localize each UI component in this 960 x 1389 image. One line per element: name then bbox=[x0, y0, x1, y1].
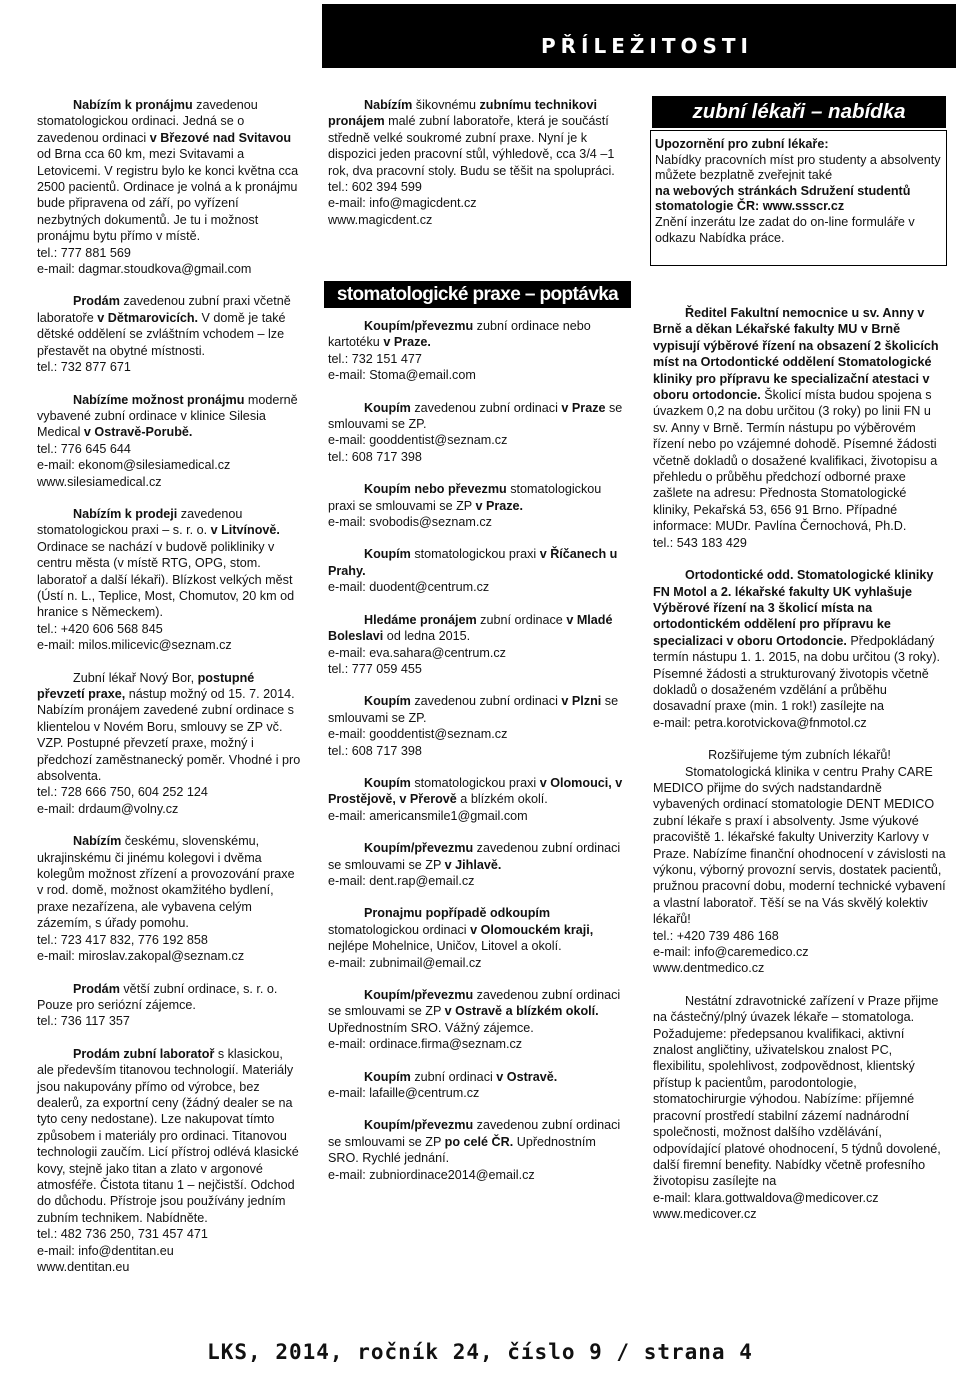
ad-contact: e-mail: Stoma@email.com bbox=[328, 368, 476, 383]
ad-text bbox=[328, 546, 630, 579]
ad-contact: e-mail: info@caremedico.cz bbox=[653, 945, 809, 960]
ad-body-2: nejlépe Mohelnice, Uničov, Litovel a okolí. bbox=[328, 939, 562, 954]
header-nabidka: zubní lékaři – nabídka bbox=[652, 96, 946, 128]
column-nabidka bbox=[653, 305, 946, 1239]
section-banner bbox=[322, 4, 956, 68]
ad-contact: tel.: 732 877 671 bbox=[37, 360, 131, 375]
ad-location: postupné převzetí praxe, bbox=[37, 670, 255, 701]
header-poptavka: stomatologické praxe – poptávka bbox=[324, 281, 631, 308]
ad-item bbox=[328, 987, 630, 1053]
ad-text bbox=[37, 833, 301, 931]
ad-contact: tel.: 602 394 599 bbox=[328, 180, 422, 195]
ad-item bbox=[328, 97, 630, 228]
ad-bold: Prodám bbox=[73, 981, 120, 996]
ad-item bbox=[37, 506, 301, 654]
ad-text bbox=[37, 670, 301, 785]
ad-location: zubnímu technikovi pronájem bbox=[328, 98, 598, 129]
ad-body: Předpokládaný termín nástupu 1. 1. 2015, na dobu určitou (3 roky). Písemné žádosti a strukturovaný životopis včetně dokladů o dosaženém vzdělání a průběhu dosavadní praxe (min. 1 rok!) zasílejte na bbox=[653, 633, 941, 714]
ad-body: stomatologickou ordinaci bbox=[328, 922, 471, 937]
ad-bold: Ortodontické odd. Stomatologické kliniky FN Motol a 2. lékařské fakulty UK vyhlašuje Výběrové řízení na 3 školicí místa na ortodontickém oddělení pro přípravu ke specializaci v oboru Ortodoncie. bbox=[653, 568, 934, 648]
ad-body-2: Ordinace se nachází v budově polikliniky v centru města (v místě RTG, OPG, stom. laboratoř a další lékaři). Blízkost velkých měst (Ústí n. L., Teplice, Most, Chomutov, 20 km od hranice s Německem). bbox=[37, 539, 295, 620]
ad-location: v Praze bbox=[561, 400, 606, 415]
ad-text bbox=[37, 293, 301, 359]
ad-text bbox=[328, 481, 630, 514]
ad-bold: Pronajmu popřípadě odkoupím bbox=[364, 906, 551, 921]
ad-body: zubní ordinaci bbox=[410, 1069, 497, 1084]
ad-contact: tel.: +420 739 486 168 bbox=[653, 928, 779, 943]
ad-body-2: Upřednostním SRO. Vážný zájemce. bbox=[328, 1020, 534, 1035]
ad-item bbox=[37, 670, 301, 818]
ad-bold: Nabízíme možnost pronájmu bbox=[73, 392, 245, 407]
ad-body: českému, slovenskému, ukrajinskému či jinému kolegovi i dvěma kolegům možnost zřízení a provozování praxe v rod. domě, možnost okamžitého bydlení, praxe nezařízena, ale vybavena celým zázemím, s úřady pomohu. bbox=[37, 834, 295, 931]
ad-contact: tel.: 723 417 832, 776 192 858 bbox=[37, 932, 208, 947]
ad-location: v Březové nad Svitavou bbox=[149, 130, 292, 145]
ad-contact: tel.: +420 606 568 845 bbox=[37, 621, 163, 636]
ad-bold: Koupím/převezmu bbox=[364, 1118, 474, 1133]
ad-body: zubní ordinace nebo kartotéku bbox=[328, 319, 591, 350]
ad-heading: Rozšiřujeme tým zubních lékařů! bbox=[708, 748, 891, 763]
ad-body: zavedenou zubní ordinaci se smlouvami se ZP bbox=[328, 1118, 621, 1149]
ad-body-2: a blízkém okolí. bbox=[456, 792, 548, 807]
ad-bold: Nabízím k prodeji bbox=[73, 506, 178, 521]
column-offers-left bbox=[37, 97, 301, 1291]
ad-contact: e-mail: zubnimail@email.cz bbox=[328, 955, 482, 970]
ad-contact: e-mail: duodent@centrum.cz bbox=[328, 580, 490, 595]
ad-text bbox=[328, 97, 630, 179]
ad-item bbox=[328, 905, 630, 971]
ad-body: zavedenou zubní ordinaci bbox=[410, 694, 562, 709]
ad-contact: tel.: 777 881 569 bbox=[37, 245, 131, 260]
ad-bold: Koupím nebo převezmu bbox=[364, 482, 507, 497]
ad-contact: e-mail: dagmar.stoudkova@gmail.com bbox=[37, 262, 252, 277]
ad-location: v Ostravě. bbox=[496, 1069, 558, 1084]
ad-item bbox=[37, 97, 301, 277]
ad-bold: Koupím bbox=[364, 775, 411, 790]
ad-body: stomatologickou praxi bbox=[410, 775, 540, 790]
ad-body-2: od Brna cca 60 km, mezi Svitavami a Letovicemi. V registru bylo ke konci května cca 2500 pacientů. Ordinace je volná a k pronájmu bude připravena od září, po vyřízení nezbytných dokumentů. Je tu i možnost pronájmu bytu přímo v místě. bbox=[37, 147, 299, 244]
ad-item bbox=[328, 840, 630, 889]
ad-item bbox=[328, 775, 630, 824]
ad-contact: e-mail: petra.korotvickova@fnmotol.cz bbox=[653, 715, 867, 730]
ad-body: větší zubní ordinace, s. r. o. Pouze pro seriózní zájemce. bbox=[37, 981, 278, 1012]
ad-contact: e-mail: eva.sahara@centrum.cz bbox=[328, 645, 506, 660]
notice-bold: na webových stránkách Sdružení studentů stomatologie ČR: www.ssscr.cz bbox=[655, 183, 911, 214]
ad-text bbox=[653, 993, 946, 1190]
ad-item bbox=[328, 318, 630, 384]
column-poptavka bbox=[328, 318, 630, 1199]
ad-location: v Mladé Boleslavi bbox=[328, 612, 613, 644]
ad-contact: www.silesiamedical.cz bbox=[37, 474, 162, 489]
ad-item bbox=[37, 1046, 301, 1276]
ad-location: v Olomouci, v Prostějově, v Přerově bbox=[328, 775, 623, 807]
ad-location: v Praze. bbox=[475, 498, 524, 513]
ad-body-2: V domě je také dětské oddělení se zvláštním vchodem – lze přestavět na obytné místnosti. bbox=[37, 310, 286, 358]
ad-text bbox=[37, 97, 301, 245]
ad-contact: e-mail: americansmile1@gmail.com bbox=[328, 808, 528, 823]
ad-body: zavedenou zubní ordinaci se smlouvami se ZP bbox=[328, 841, 621, 872]
ad-location: v Ostravě a blízkém okolí. bbox=[444, 1004, 599, 1019]
ad-body: Nestátní zdravotnické zařízení v Praze přijme na částečný/plný úvazek lékaře – stomatologa. Požadujeme: předepsanou kvalifikaci, aktivní znalost angličtiny, uživatelskou znalost PC, flexibilitu, spolehlivost, zodpovědnost, klientský přístup k pacientům, parodontologie, stomatochirurgie výhodou. Nabízíme: příjemné pracovní prostředí stabilní zázemí nadnárodní společnosti, možnost dalšího vzdělávání, odpovídající platové ohodnocení, 5 týdnů dovolené, další firemní benefity. Nabídky včetně profesního životopisu zasílejte na bbox=[653, 993, 941, 1189]
ad-contact: e-mail: drdaum@volny.cz bbox=[37, 801, 179, 816]
ad-body: zavedenou zubní ordinaci bbox=[410, 400, 562, 415]
ad-text bbox=[37, 506, 301, 621]
ad-contact: e-mail: milos.milicevic@seznam.cz bbox=[37, 638, 232, 653]
ad-location: v Olomouckém kraji, bbox=[470, 922, 594, 937]
notice-box bbox=[650, 130, 947, 266]
ad-text bbox=[328, 905, 630, 954]
ad-location: v Říčanech u Prahy. bbox=[328, 547, 618, 578]
ad-item bbox=[328, 400, 630, 466]
ad-body: Zubní lékař Nový Bor, bbox=[73, 670, 198, 685]
ad-contact: tel.: 732 151 477 bbox=[328, 351, 422, 366]
ad-contact: e-mail: info@magicdent.cz bbox=[328, 196, 477, 211]
ad-text bbox=[37, 1046, 301, 1226]
ad-bold: Nabízím bbox=[364, 98, 413, 112]
ad-body: šikovnému bbox=[412, 98, 480, 112]
ad-text bbox=[328, 318, 630, 351]
ad-item bbox=[328, 1069, 630, 1102]
ad-item bbox=[37, 981, 301, 1030]
ad-text bbox=[328, 612, 630, 645]
ad-bold: Nabízím bbox=[73, 834, 122, 849]
ad-body: stomatologickou praxi se smlouvami se ZP bbox=[328, 482, 602, 513]
ad-item bbox=[653, 747, 946, 977]
ad-bold: Ředitel Fakultní nemocnice u sv. Anny v Brně a děkan Lékařské fakulty MU v Brně vypisují výběrové řízení na obsazení 2 školicích míst na Ortodontické oddělení Stomatologické kliniky pro přípravu ke specializační atestaci v oboru ortodoncie. bbox=[653, 306, 939, 403]
ad-text bbox=[328, 400, 630, 433]
ad-item bbox=[653, 993, 946, 1223]
ad-bold: Koupím bbox=[364, 547, 411, 562]
ad-location: v Praze. bbox=[383, 335, 431, 350]
ad-contact: e-mail: lafaille@centrum.cz bbox=[328, 1086, 480, 1101]
ad-item bbox=[328, 1117, 630, 1183]
ad-body-2: Upřednostním SRO. Rychlé jednání. bbox=[328, 1134, 596, 1166]
ad-bold: Hledáme pronájem bbox=[364, 612, 477, 627]
ad-text bbox=[328, 1069, 630, 1085]
ad-location: v Jihlavě. bbox=[444, 857, 502, 872]
ad-text bbox=[328, 693, 630, 726]
ad-item bbox=[653, 567, 946, 731]
ad-body: zubní ordinace bbox=[476, 612, 567, 627]
ad-bold: Prodám bbox=[73, 294, 120, 309]
ad-contact: e-mail: info@dentitan.eu bbox=[37, 1243, 174, 1258]
ad-text bbox=[37, 392, 301, 441]
ad-text bbox=[328, 775, 630, 808]
ad-contact: www.dentmedico.cz bbox=[653, 961, 765, 976]
column-middle bbox=[328, 97, 630, 244]
page-footer: LKS, 2014, ročník 24, číslo 9 / strana 4 bbox=[207, 1340, 753, 1364]
ad-contact: e-mail: miroslav.zakopal@seznam.cz bbox=[37, 949, 245, 964]
ad-body-2: od ledna 2015. bbox=[383, 629, 471, 644]
ad-bold: Koupím/převezmu bbox=[364, 841, 474, 856]
ad-text bbox=[653, 305, 946, 535]
ad-location: v Dětmarovicích. bbox=[97, 310, 199, 325]
ad-body: zavedenou zubní praxi včetně laboratoře bbox=[37, 294, 291, 325]
ad-bold: Koupím bbox=[364, 400, 411, 415]
ad-body: Školicí místa budou spojena s úvazkem 0,2 na dobu určitou (3 roky) po linii FN u sv. Anny v Brně. Termín nástupu po výběrovém řízení nebo po vzájemné dohodě. Písemné žádosti včetně dokladů o dosažené kvalifikaci, životopisu a přehledu o průběhu předchozí odborné praxe zašlete na adresu: Přednosta Stomatologické kliniky, Pekařská 53, 656 91 Brno. Případné informace: MUDr. Pavlína Černochová, Ph.D. bbox=[653, 388, 938, 534]
ad-body: zavedenou stomatologickou ordinaci. Jedná se o zavedenou ordinaci bbox=[37, 98, 258, 145]
ad-item bbox=[37, 392, 301, 490]
ad-text bbox=[328, 987, 630, 1036]
ad-body-2: malé zubní laboratoře, která je součástí středně velké soukromé zubní praxe. Nyní je k dispozici jeden pracovní stůl, výhledově, cca 3/4 –1 rok, dva pracovní stoly. Budu se těšit na spolupráci. bbox=[328, 114, 615, 178]
ad-contact: e-mail: ekonom@silesiamedical.cz bbox=[37, 458, 231, 473]
ad-text bbox=[328, 1117, 630, 1166]
ad-contact: tel.: 543 183 429 bbox=[653, 535, 747, 550]
ad-body: moderně vybavené zubní ordinace v klinice Silesia Medical bbox=[37, 392, 298, 440]
ad-item bbox=[37, 833, 301, 964]
ad-bold: Koupím/převezmu bbox=[364, 988, 474, 1002]
ad-bold: Nabízím k pronájmu bbox=[73, 98, 193, 112]
ad-item bbox=[653, 305, 946, 551]
ad-text bbox=[653, 764, 946, 928]
ad-body: zavedenou zubní ordinaci se smlouvami se ZP bbox=[328, 988, 621, 1019]
ad-location: po celé ČR. bbox=[444, 1134, 514, 1149]
ad-location: v Litvínově. bbox=[210, 523, 280, 538]
ad-contact: e-mail: klara.gottwaldova@medicover.cz bbox=[653, 1190, 879, 1205]
notice-title: Upozornění pro zubní lékaře: bbox=[655, 137, 829, 151]
ad-contact: www.dentitan.eu bbox=[37, 1260, 130, 1274]
ad-bold: Koupím/převezmu bbox=[364, 319, 474, 333]
ad-body: zavedenou stomatologickou praxi – s. r. o. bbox=[37, 506, 243, 538]
notice-text: Nabídky pracovních míst pro studenty a absolventy můžete bezplatně zveřejnit také bbox=[655, 152, 941, 183]
banner-title: PŘÍLEŽITOSTI bbox=[541, 34, 753, 58]
ad-contact: tel.: 776 645 644 bbox=[37, 441, 131, 456]
ad-text bbox=[37, 981, 301, 1014]
ad-contact: tel.: 728 666 750, 604 252 124 bbox=[37, 785, 208, 800]
ad-body: s klasickou, ale především titanovou technologií. Materiály jsou nakupovány přímo od výrobce, bez dealerů, za exportní ceny (žádný dealer se na tyto ceny nedostane). Lze nakupovat tímto způsobem i materiály pro ordinaci. Titanovou technologii zaučím. Licí přístroj odlévá klasické kovy, stejně jako titan a zlato v argonové atmosféře. Čistota titanu 1 – nejčistší. Odchod do důchodu. Přístroje jsou používány jedním zubním technikem. Nabídněte. bbox=[37, 1046, 299, 1225]
notice-text2: Znění inzerátu lze zadat do on-line formuláře v odkazu Nabídka práce. bbox=[655, 214, 915, 245]
ad-item bbox=[328, 693, 630, 759]
ad-item bbox=[328, 546, 630, 595]
ad-contact: e-mail: gooddentist@seznam.cz bbox=[328, 727, 508, 742]
ad-bold: Prodám zubní laboratoř bbox=[73, 1046, 215, 1061]
ad-body-2: se smlouvami se ZP. bbox=[328, 400, 623, 432]
ad-contact: e-mail: dent.rap@email.cz bbox=[328, 873, 475, 888]
ad-body: Stomatologická klinika v centru Prahy CARE MEDICO přijme do svých nadstandardně vybavených ordinací stomatologie DENT MEDICO zubní lékaře s praxí i absolventy. Jsme výukové pracoviště 1. lékařské fakulty Univerzity Karlovy v Praze. Nabízíme finanční ohodnocení v závislosti na výkonu, výborný provozní servis, dostatek pacientů, pružnou pracovní dobu, moderní technické vybavení a vlastní laboratoř. Těší se na Vás skvělý kolektiv lékařů! bbox=[653, 764, 946, 927]
ad-contact: tel.: 608 717 398 bbox=[328, 743, 422, 758]
ad-item bbox=[328, 612, 630, 678]
ad-item bbox=[37, 293, 301, 375]
ad-contact: tel.: 777 059 455 bbox=[328, 661, 422, 676]
ad-body: stomatologickou praxi bbox=[410, 547, 540, 562]
ad-bold: Koupím bbox=[364, 694, 411, 709]
ad-contact: tel.: 482 736 250, 731 457 471 bbox=[37, 1227, 208, 1242]
ad-contact: www.medicover.cz bbox=[653, 1207, 757, 1222]
ad-body-2: nástup možný od 15. 7. 2014. Nabízím pronájem zavedené zubní ordinace s klientelou v Novém Boru, smlouvy se ZP vč. VZP. Postupné převzetí praxe, možný i předchozí zaměstnanecký poměr. Vhodné i pro absolventa. bbox=[37, 687, 301, 784]
ad-contact: tel.: 608 717 398 bbox=[328, 449, 422, 464]
ad-location: v Plzni bbox=[561, 694, 602, 709]
ad-contact: e-mail: ordinace.firma@seznam.cz bbox=[328, 1037, 523, 1052]
ad-text bbox=[653, 567, 946, 715]
ad-location: v Ostravě-Porubě. bbox=[83, 425, 193, 440]
ad-contact: e-mail: svobodis@seznam.cz bbox=[328, 515, 492, 530]
ad-contact: tel.: 736 117 357 bbox=[37, 1014, 130, 1029]
ad-contact: e-mail: zubniordinace2014@email.cz bbox=[328, 1167, 535, 1182]
ad-technician bbox=[328, 97, 630, 228]
ad-contact: e-mail: gooddentist@seznam.cz bbox=[328, 433, 508, 448]
ad-bold: Koupím bbox=[364, 1069, 411, 1084]
ad-item bbox=[328, 481, 630, 530]
ad-body-2: se smlouvami se ZP. bbox=[328, 694, 619, 725]
ad-text bbox=[328, 840, 630, 873]
ad-contact: www.magicdent.cz bbox=[328, 212, 433, 227]
